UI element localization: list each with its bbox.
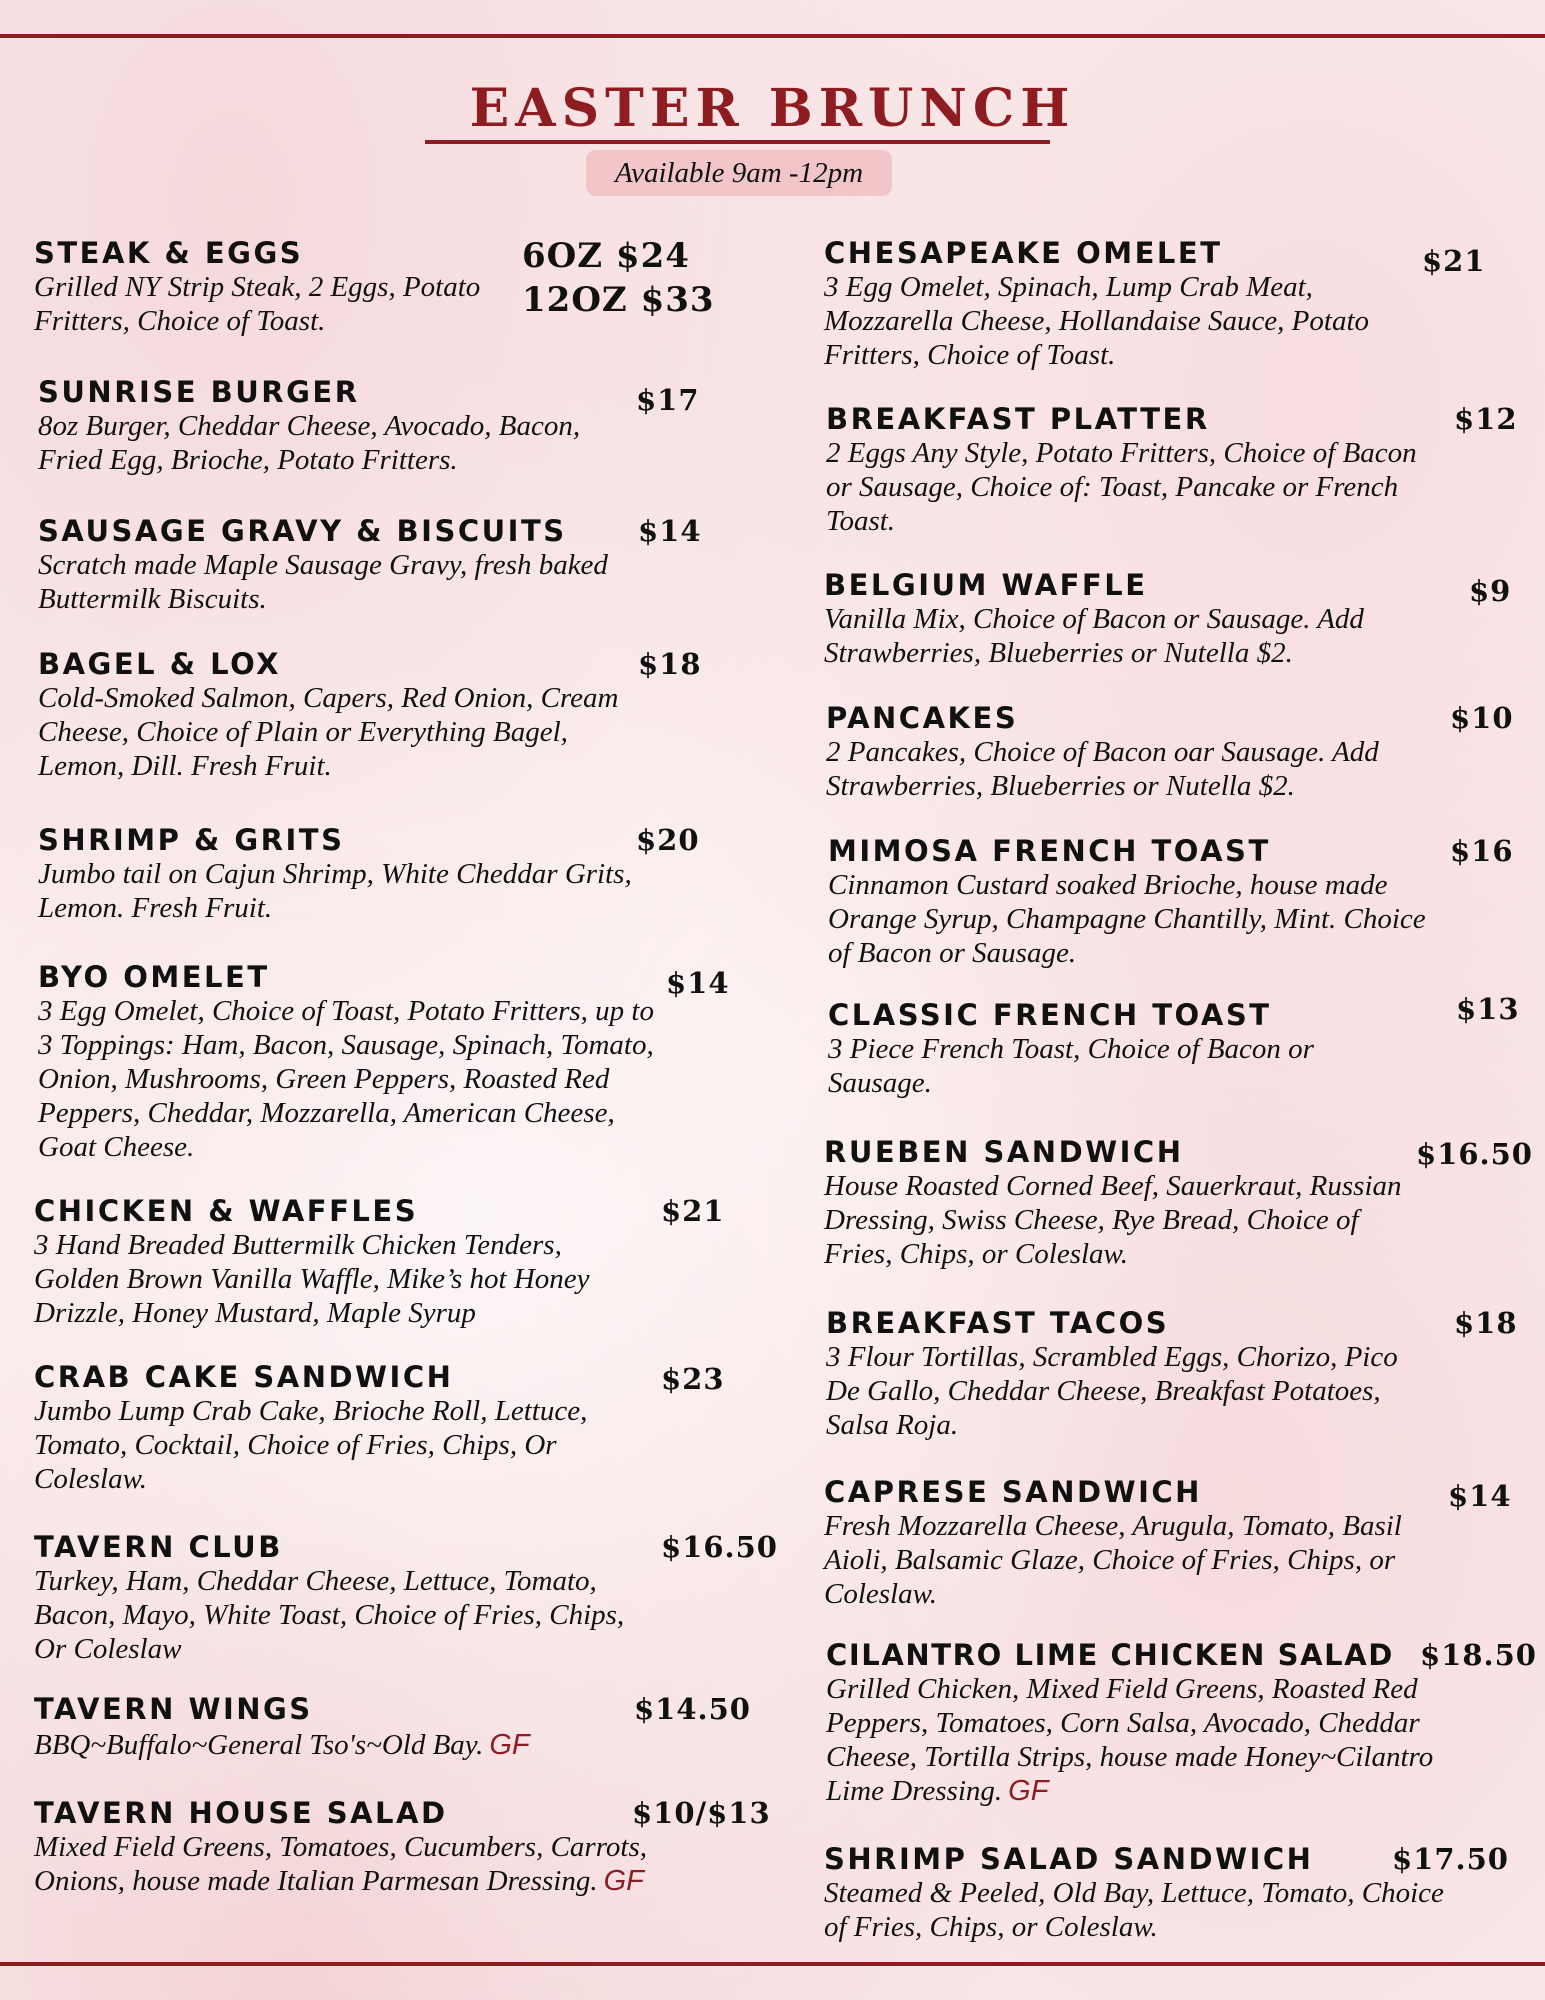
item-description: Cold-Smoked Salmon, Capers, Red Onion, Cream Cheese, Choice of Plain or Everything Bagel, Lemon, Dill. Fresh Fruit. (38, 682, 619, 782)
item-price: $14 (1448, 1479, 1512, 1513)
item-description: Fresh Mozzarella Cheese, Arugula, Tomato, Basil Aioli, Balsamic Glaze, Choice of Fries, Chips, or Coleslaw. (824, 1510, 1402, 1610)
item-name: SHRIMP & GRITS (38, 823, 345, 857)
item-price-alt: 12OZ $33 (522, 280, 715, 320)
item-description: 2 Eggs Any Style, Potato Fritters, Choice of Bacon or Sausage, Choice of: Toast, Pancake or French Toast. (826, 437, 1417, 537)
item-name: PANCAKES (826, 701, 1019, 735)
bottom-border-rule (0, 1962, 1545, 1966)
item-description: Scratch made Maple Sausage Gravy, fresh baked Buttermilk Biscuits. (38, 549, 608, 615)
item-price: $14.50 (634, 1692, 751, 1726)
item-price: $21 (1422, 244, 1486, 278)
item-description: Steamed & Peeled, Old Bay, Lettuce, Tomato, Choice of Fries, Chips, or Coleslaw. (824, 1877, 1444, 1943)
item-price: $21 (661, 1194, 725, 1228)
gluten-free-tag: GF (489, 1729, 530, 1761)
item-name: SUNRISE BURGER (38, 375, 360, 409)
item-price: $18 (638, 647, 702, 681)
item-name: CILANTRO LIME CHICKEN SALAD (826, 1638, 1394, 1672)
item-description: 3 Piece French Toast, Choice of Bacon or Sausage. (828, 1033, 1314, 1099)
menu-title: EASTER BRUNCH (469, 78, 1076, 139)
item-price: $10/$13 (632, 1796, 771, 1830)
item-name: BAGEL & LOX (38, 647, 282, 681)
item-description: 3 Flour Tortillas, Scrambled Eggs, Chorizo, Pico De Gallo, Cheddar Cheese, Breakfast Potatoes, Salsa Roja. (826, 1341, 1398, 1441)
item-price: $16.50 (1416, 1137, 1533, 1171)
availability-badge: Available 9am -12pm (586, 150, 892, 196)
item-name: STEAK & EGGS (34, 236, 304, 270)
item-description: 8oz Burger, Cheddar Cheese, Avocado, Bacon, Fried Egg, Brioche, Potato Fritters. (38, 410, 581, 476)
item-price: $16 (1450, 834, 1514, 868)
item-name: TAVERN WINGS (34, 1692, 313, 1726)
item-price: $10 (1450, 701, 1514, 735)
item-price: $14 (666, 966, 730, 1000)
item-name: CHICKEN & WAFFLES (34, 1194, 419, 1228)
item-name: BREAKFAST TACOS (826, 1306, 1170, 1340)
item-price: $14 (638, 514, 702, 548)
item-name: TAVERN HOUSE SALAD (34, 1796, 448, 1830)
item-price: 6OZ $24 (522, 236, 690, 276)
item-description-text: Grilled Chicken, Mixed Field Greens, Roasted Red Peppers, Tomatoes, Corn Salsa, Avocado, Cheddar Cheese, Tortilla Strips, house made Honey~Cilantro Lime Dressing. (826, 1673, 1434, 1807)
item-name: CLASSIC FRENCH TOAST (828, 998, 1272, 1032)
item-name: BYO OMELET (38, 960, 270, 994)
item-description (826, 1672, 1441, 1808)
item-price: $17.50 (1392, 1842, 1509, 1876)
item-description-text: Mixed Field Greens, Tomatoes, Cucumbers, Carrots, Onions, house made Italian Parmesan Dressing. (34, 1831, 647, 1897)
item-name: SHRIMP SALAD SANDWICH (824, 1842, 1314, 1876)
item-description (34, 1728, 674, 1762)
item-price: $17 (636, 383, 700, 417)
item-description: Vanilla Mix, Choice of Bacon or Sausage. Add Strawberries, Blueberries or Nutella $2. (824, 603, 1364, 669)
item-price: $20 (636, 823, 700, 857)
item-description: 3 Egg Omelet, Spinach, Lump Crab Meat, Mozzarella Cheese, Hollandaise Sauce, Potato Fritters, Choice of Toast. (824, 271, 1370, 371)
item-name: RUEBEN SANDWICH (824, 1135, 1184, 1169)
item-description: Grilled NY Strip Steak, 2 Eggs, Potato Fritters, Choice of Toast. (34, 271, 481, 337)
item-price: $18.50 (1420, 1638, 1537, 1672)
gluten-free-tag: GF (1008, 1775, 1049, 1807)
item-price: $18 (1454, 1306, 1518, 1340)
gluten-free-tag: GF (603, 1865, 644, 1897)
item-name: BELGIUM WAFFLE (824, 568, 1148, 602)
item-name: SAUSAGE GRAVY & BISCUITS (38, 514, 567, 548)
title-underline (425, 140, 1050, 144)
item-price: $23 (661, 1362, 725, 1396)
item-name: CHESAPEAKE OMELET (824, 236, 1223, 270)
top-border-rule (0, 34, 1545, 38)
item-name: TAVERN CLUB (34, 1530, 283, 1564)
item-name: CRAB CAKE SANDWICH (34, 1360, 454, 1394)
item-price: $16.50 (661, 1530, 778, 1564)
item-price: $12 (1454, 402, 1518, 436)
item-description: House Roasted Corned Beef, Sauerkraut, Russian Dressing, Swiss Cheese, Rye Bread, Choice of Fries, Chips, or Coleslaw. (824, 1170, 1402, 1270)
item-description: 3 Egg Omelet, Choice of Toast, Potato Fritters, up to 3 Toppings: Ham, Bacon, Sausage, Spinach, Tomato, Onion, Mushrooms, Green Peppers, Roasted Red Peppers, Cheddar, Mozzarella, American Cheese, Goat Cheese. (38, 995, 654, 1163)
item-name: CAPRESE SANDWICH (824, 1475, 1202, 1509)
item-name: BREAKFAST PLATTER (826, 402, 1210, 436)
item-description: Jumbo tail on Cajun Shrimp, White Cheddar Grits, Lemon. Fresh Fruit. (38, 858, 632, 924)
item-description: Jumbo Lump Crab Cake, Brioche Roll, Lettuce, Tomato, Cocktail, Choice of Fries, Chips, Or Coleslaw. (34, 1395, 588, 1495)
item-description: 2 Pancakes, Choice of Bacon oar Sausage. Add Strawberries, Blueberries or Nutella $2. (826, 736, 1379, 802)
item-description: Turkey, Ham, Cheddar Cheese, Lettuce, Tomato, Bacon, Mayo, White Toast, Choice of Fries, Chips, Or Coleslaw (34, 1565, 625, 1665)
item-price: $13 (1456, 992, 1520, 1026)
item-description-text: BBQ~Buffalo~General Tso's~Old Bay. (34, 1729, 484, 1761)
item-description: 3 Hand Breaded Buttermilk Chicken Tenders, Golden Brown Vanilla Waffle, Mike’s hot Honey Drizzle, Honey Mustard, Maple Syrup (34, 1229, 590, 1329)
item-description: Cinnamon Custard soaked Brioche, house made Orange Syrup, Champagne Chantilly, Mint. Choice of Bacon or Sausage. (828, 869, 1426, 969)
item-description (34, 1830, 674, 1898)
item-name: MIMOSA FRENCH TOAST (828, 834, 1271, 868)
item-price: $9 (1469, 574, 1512, 608)
